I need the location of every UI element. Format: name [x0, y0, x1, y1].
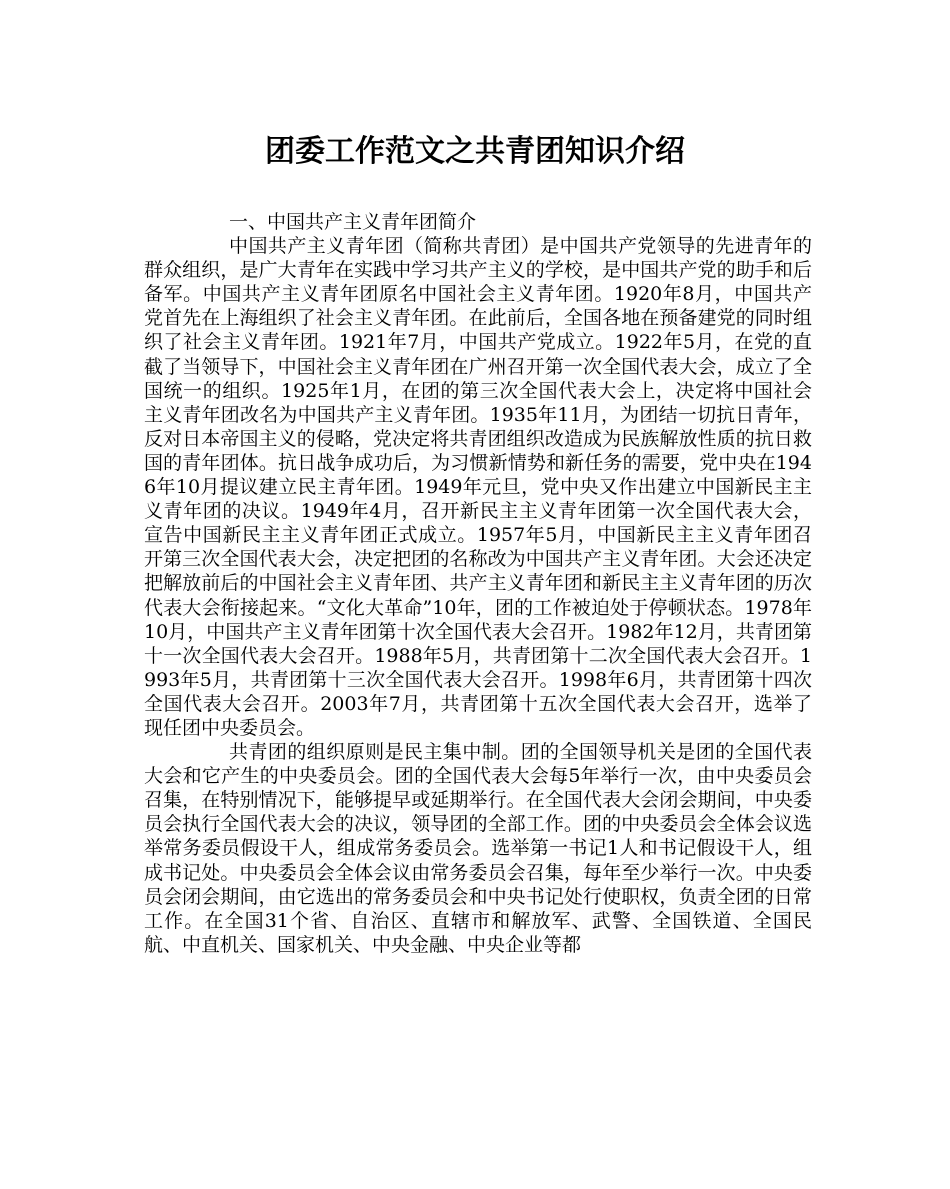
- document-title: 团委工作范文之共青团知识介绍: [265, 134, 685, 169]
- section-heading: 一、中国共产主义青年团简介: [229, 211, 477, 233]
- paragraph-organization: 共青团的组织原则是民主集中制。团的全国领导机关是团的全国代表大会和它产生的中央委员会。团的全国代表大会每5年举行一次，由中央委员会召集，在特别情况下，能够提早或延期举行。在全国代表大会闭会期间，中央委员会执行全国代表大会的决议，领导团的全部工作。团的中央委员会全体会议选举常务委员假设干人，组成常务委员会。选举第一书记1人和书记假设干人，组成书记处。中央委员会全体会议由常务委员会召集，每年至少举行一次。中央委员会闭会期间，由它选出的常务委员会和中央书记处行使职权，负责全团的日常工作。在全国31个省、自治区、直辖市和解放军、武警、全国铁道、全国民航、中直机关、国家机关、中央金融、中央企业等都: [144, 741, 812, 956]
- document-body: [144, 210, 812, 957]
- paragraph-history: 中国共产主义青年团（简称共青团）是中国共产党领导的先进青年的群众组织，是广大青年在实践中学习共产主义的学校，是中国共产党的助手和后备军。中国共产主义青年团原名中国社会主义青年团。1920年8月，中国共产党首先在上海组织了社会主义青年团。在此前后，全国各地在预备建党的同时组织了社会主义青年团。1921年7月，中国共产党成立。1922年5月，在党的直截了当领导下，中国社会主义青年团在广州召开第一次全国代表大会，成立了全国统一的组织。1925年1月，在团的第三次全国代表大会上，决定将中国社会主义青年团改名为中国共产主义青年团。1935年11月，为团结一切抗日青年，反对日本帝国主义的侵略，党决定将共青团组织改造成为民族解放性质的抗日救国的青年团体。抗日战争成功后，为习惯新情势和新任务的需要，党中央在1946年10月提议建立民主青年团。1949年元旦，党中央又作出建立中国新民主主义青年团的决议。1949年4月，召开新民主主义青年团第一次全国代表大会，宣告中国新民主主义青年团正式成立。1957年5月，中国新民主主义青年团召开第三次全国代表大会，决定把团的名称改为中国共产主义青年团。大会还决定把解放前后的中国社会主义青年团、共产主义青年团和新民主主义青年团的历次代表大会衔接起来。“文化大革命”10年，团的工作被迫处于停顿状态。1978年10月，中国共产主义青年团第十次全国代表大会召开。1982年12月，共青团第十一次全国代表大会召开。1988年5月，共青团第十二次全国代表大会召开。1993年5月，共青团第十三次全国代表大会召开。1998年6月，共青团第十四次全国代表大会召开。2003年7月，共青团第十五次全国代表大会召开，选举了现任团中央委员会。: [144, 235, 812, 739]
